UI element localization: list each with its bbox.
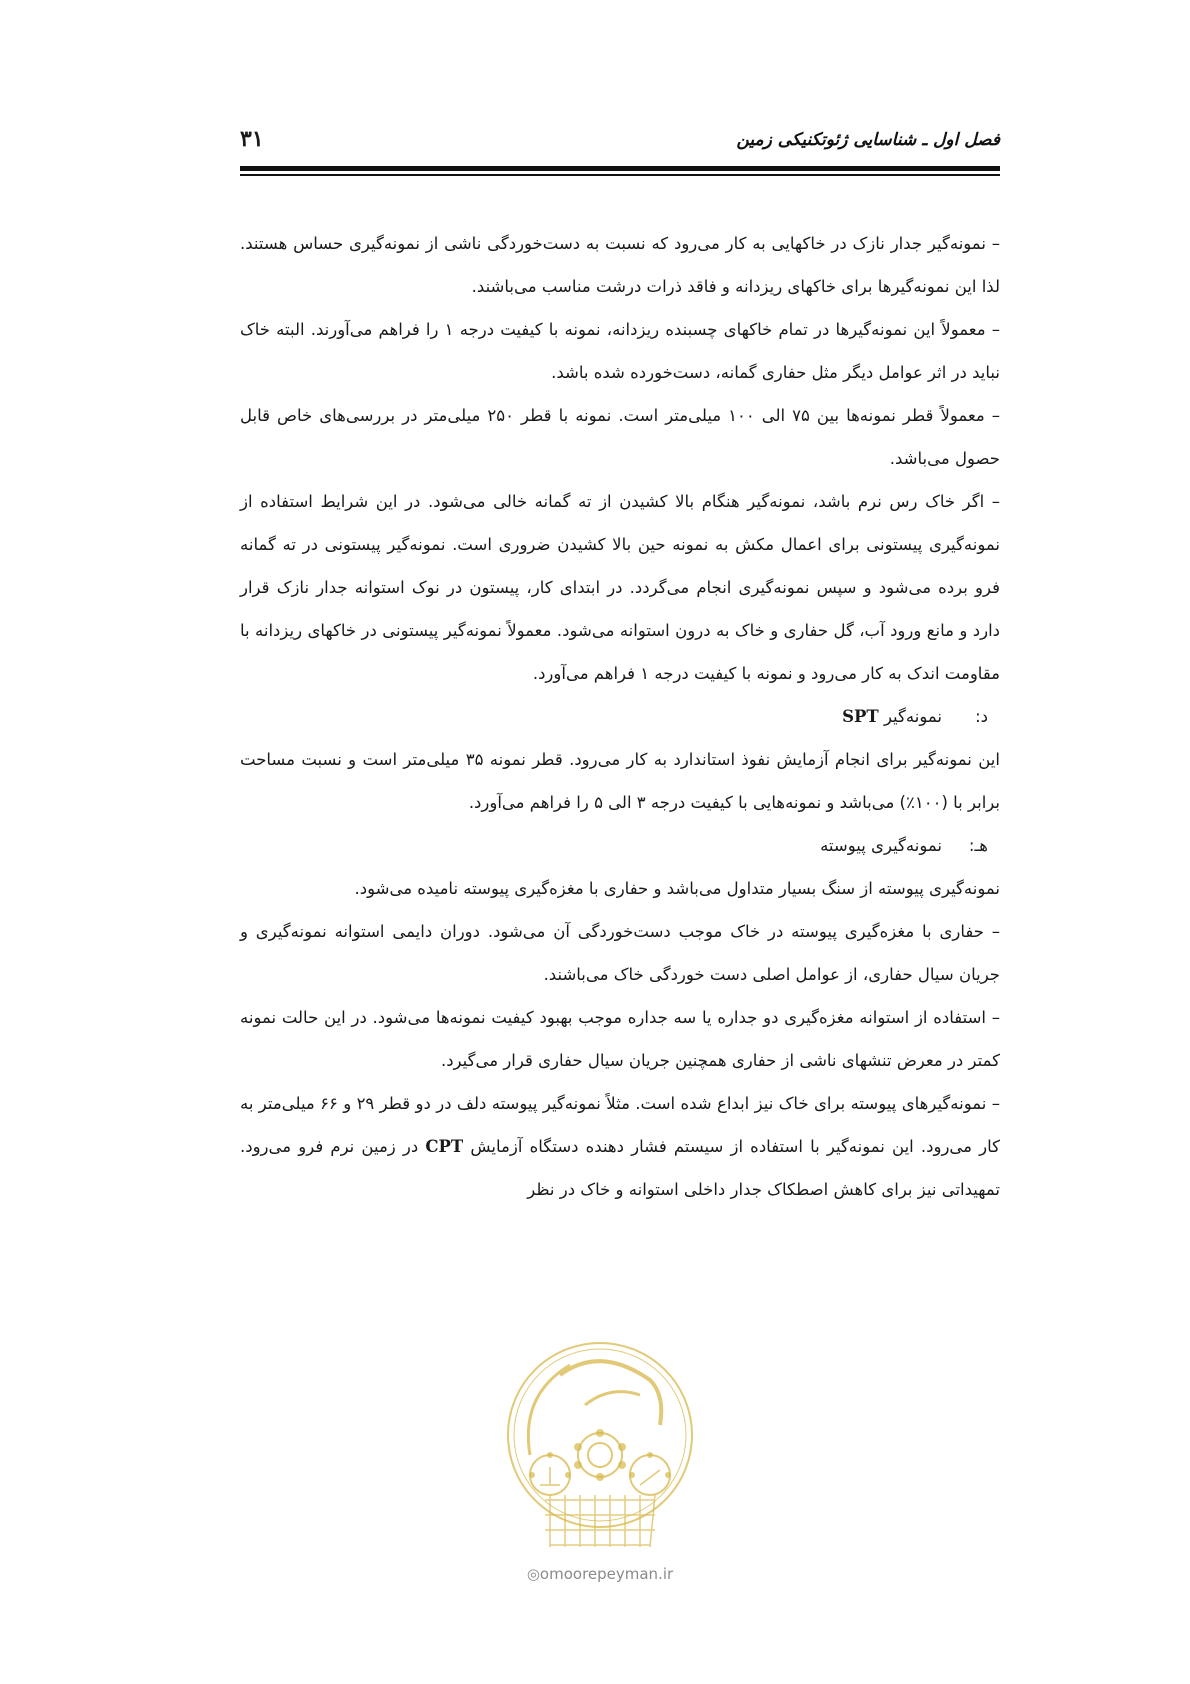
header-rule-thin <box>240 174 1000 176</box>
watermark-site <box>500 1565 700 1583</box>
header-rule-thick <box>240 166 1000 171</box>
delft-text-cpt: CPT <box>425 1137 464 1156</box>
section-h-title: نمونه‌گیری پیوسته <box>820 836 942 855</box>
body-text <box>240 222 1000 1211</box>
paragraph-delft-sampler <box>240 1082 1000 1211</box>
section-d-title: نمونه‌گیر <box>883 707 942 726</box>
section-d-letter: د: <box>975 707 988 726</box>
section-d-title-latin: SPT <box>842 707 879 726</box>
section-h-heading <box>240 824 1000 867</box>
paragraph-spt-sampler: این نمونه‌گیر برای انجام آزمایش نفوذ استاندارد به کار می‌رود. قطر نمونه ۳۵ میلی‌متر است و نسبت مساحت برابر با (۱۰۰٪) می‌باشد و نمونه‌هایی با کیفیت درجه ۳ الی ۵ را فراهم می‌آورد. <box>240 750 1000 812</box>
delft-text-part2: در زمین نرم فرو می‌رود. تمهیداتی نیز برای کاهش اصطکاک جدار داخلی استوانه و خاک در نظر <box>240 1137 1000 1199</box>
page-number: ۳۱ <box>240 126 264 152</box>
section-h-letter: هـ: <box>968 836 988 855</box>
paragraph-continuous-disturbance: – حفاری با مغزه‌گیری پیوسته در خاک موجب دست‌خوردگی آن می‌شود. دوران دایمی استوانه نمونه‌گیری و جریان سیال حفاری، از عوامل اصلی دست خوردگی خاک می‌باشند. <box>240 922 1000 984</box>
page-header <box>240 118 1000 158</box>
paragraph-thin-wall-sensitivity: – نمونه‌گیر جدار نازک در خاکهایی به کار می‌رود که نسبت به دست‌خوردگی ناشی از نمونه‌گیری حساس هستند. لذا این نمونه‌گیرها برای خاکهای ریزدانه و فاقد ذرات درشت مناسب می‌باشند. <box>240 234 1000 296</box>
paragraph-continuous-rock: نمونه‌گیری پیوسته از سنگ بسیار متداول می‌باشد و حفاری با مغزه‌گیری پیوسته نامیده می‌شود. <box>354 879 1000 898</box>
site-text: omoorepeyman.ir <box>539 1565 674 1583</box>
delft-text-part1: – نمونه‌گیرهای پیوسته برای خاک نیز ابداع شده است. مثلاً نمونه‌گیر پیوسته دلف در دو قطر ۲۹ و ۶۶ میلی‌متر به کار می‌رود. این نمونه‌گیر با استفاده از سیستم فشار دهنده دستگاه آزمایش <box>240 1094 1001 1156</box>
chapter-title: فصل اول ـ شناسایی ژئوتکنیکی زمین <box>736 130 1000 150</box>
paragraph-double-tube: – استفاده از استوانه مغزه‌گیری دو جداره یا سه جداره موجب بهبود کیفیت نمونه‌ها می‌شود. در این حالت نمونه کمتر در معرض تنشهای ناشی از حفاری همچنین جریان سیال حفاری قرار می‌گیرد. <box>240 1008 1000 1070</box>
paragraph-sample-diameter: – معمولاً قطر نمونه‌ها بین ۷۵ الی ۱۰۰ میلی‌متر است. نمونه با قطر ۲۵۰ میلی‌متر در بررسی‌های خاص قابل حصول می‌باشد. <box>240 406 1000 468</box>
section-d-heading <box>240 695 1000 738</box>
watermark-logo <box>500 1335 700 1565</box>
gear-emblem-icon <box>500 1335 700 1565</box>
globe-icon: ◎ <box>526 1565 540 1583</box>
paragraph-piston-sampler: – اگر خاک رس نرم باشد، نمونه‌گیر هنگام بالا کشیدن از ته گمانه خالی می‌شود. در این شرایط استفاده از نمونه‌گیری پیستونی برای اعمال مکش به نمونه حین بالا کشیدن ضروری است. نمونه‌گیر پیستونی در ته گمانه فرو برده می‌شود و سپس نمونه‌گیری انجام می‌گردد. در ابتدای کار، پیستون در نوک استوانه جدار نازک قرار دارد و مانع ورود آب، گل حفاری و خاک به درون استوانه می‌شود. معمولاً نمونه‌گیر پیستونی در خاکهای ریزدانه با مقاومت اندک به کار می‌رود و نمونه با کیفیت درجه ۱ فراهم می‌آورد. <box>240 492 1000 683</box>
paragraph-thin-wall-quality: – معمولاً این نمونه‌گیرها در تمام خاکهای چسبنده ریزدانه، نمونه با کیفیت درجه ۱ را فراهم می‌آورند. البته خاک نباید در اثر عوامل دیگر مثل حفاری گمانه، دست‌خورده شده باشد. <box>240 320 1000 382</box>
